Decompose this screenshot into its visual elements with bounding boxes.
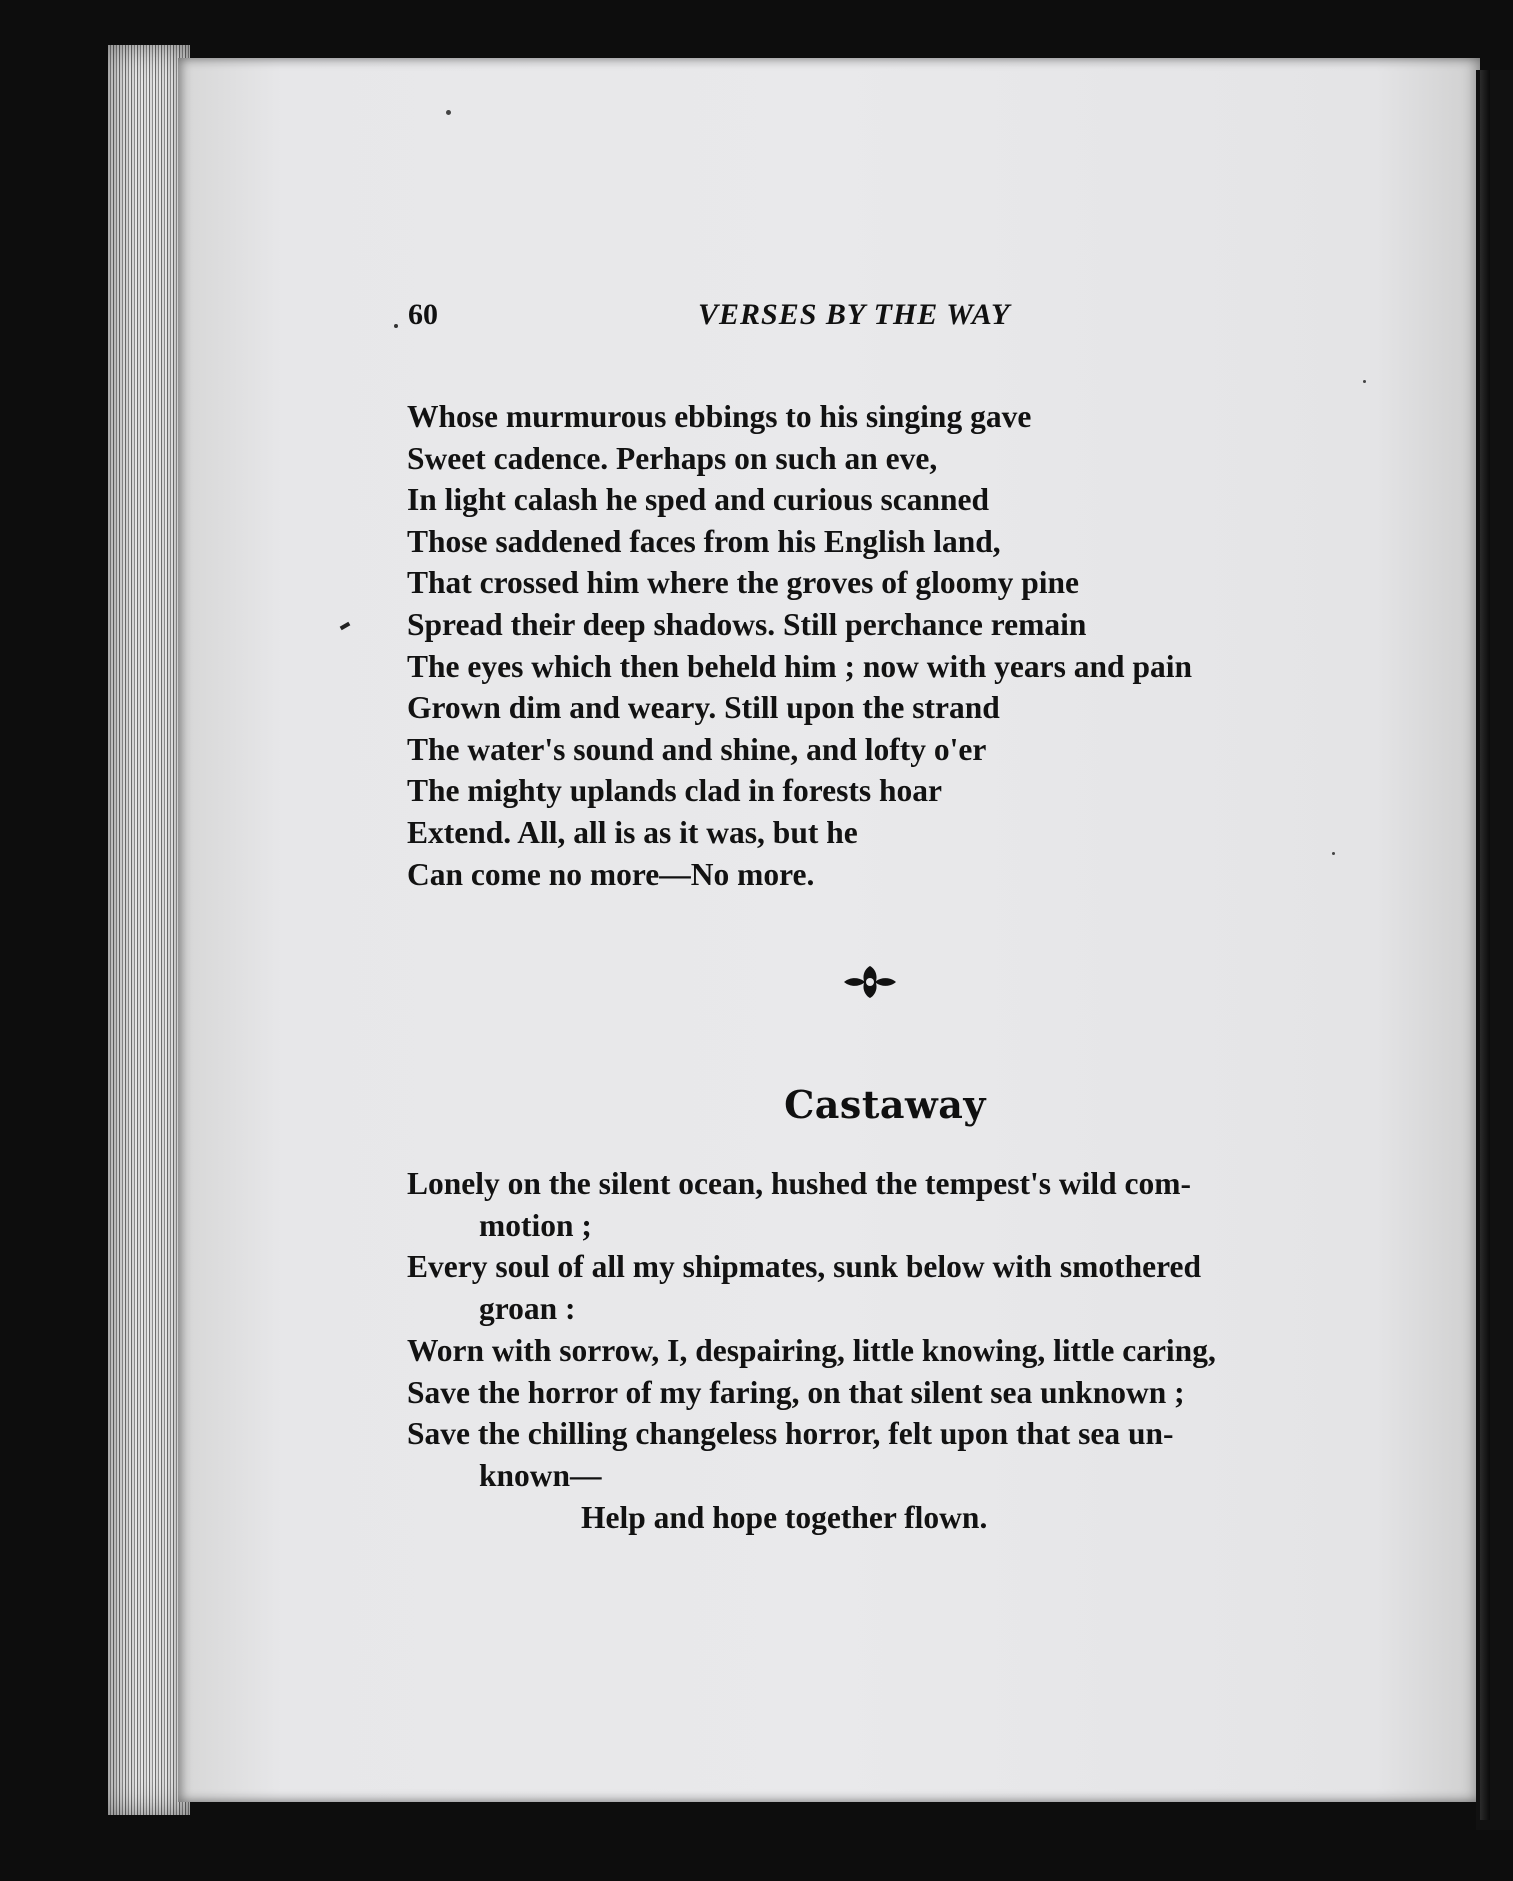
dust-speck bbox=[1363, 380, 1366, 383]
poem-line: In light calash he sped and curious scanned bbox=[407, 482, 990, 518]
poem-line: Every soul of all my shipmates, sunk below with smothered bbox=[407, 1249, 1201, 1285]
poem-line: known— bbox=[479, 1457, 602, 1493]
fleuron-icon bbox=[840, 962, 900, 1002]
poem-line: Worn with sorrow, I, despairing, little knowing, little caring, bbox=[407, 1332, 1216, 1368]
poem-continuation bbox=[407, 396, 1367, 895]
right-page-edge bbox=[1480, 70, 1490, 1820]
poem-title: Castaway bbox=[784, 1082, 986, 1127]
running-header bbox=[400, 298, 1100, 348]
castaway-poem bbox=[407, 1163, 1327, 1538]
page-dot bbox=[394, 324, 398, 328]
poem-line: groan : bbox=[479, 1291, 576, 1327]
poem-line: motion ; bbox=[479, 1207, 592, 1243]
poem-line: Grown dim and weary. Still upon the strand bbox=[407, 690, 1000, 726]
poem-line: Extend. All, all is as it was, but he bbox=[407, 814, 858, 850]
poem-line: The mighty uplands clad in forests hoar bbox=[407, 773, 943, 809]
refrain-line: Help and hope together flown. bbox=[581, 1499, 988, 1535]
poem-line: Those saddened faces from his English land, bbox=[407, 523, 1001, 559]
poem-line: Spread their deep shadows. Still perchance remain bbox=[407, 606, 1087, 642]
poem-line: Can come no more—No more. bbox=[407, 856, 815, 892]
dust-speck bbox=[446, 110, 451, 115]
poem-line: Whose murmurous ebbings to his singing gave bbox=[407, 399, 1032, 434]
poem-line: The water's sound and shine, and lofty o'er bbox=[407, 731, 987, 767]
running-title: VERSES BY THE WAY bbox=[698, 298, 1011, 331]
poem-line: That crossed him where the groves of gloomy pine bbox=[407, 565, 1079, 601]
poem-line: Save the chilling changeless horror, felt upon that sea un- bbox=[407, 1416, 1174, 1452]
poem-line: Lonely on the silent ocean, hushed the tempest's wild com- bbox=[407, 1166, 1192, 1201]
poem-line: Sweet cadence. Perhaps on such an eve, bbox=[407, 440, 938, 476]
poem-line: The eyes which then beheld him ; now with years and pain bbox=[407, 648, 1192, 684]
poem-line: Save the horror of my faring, on that silent sea unknown ; bbox=[407, 1374, 1185, 1410]
page-number: 60 bbox=[408, 298, 438, 331]
